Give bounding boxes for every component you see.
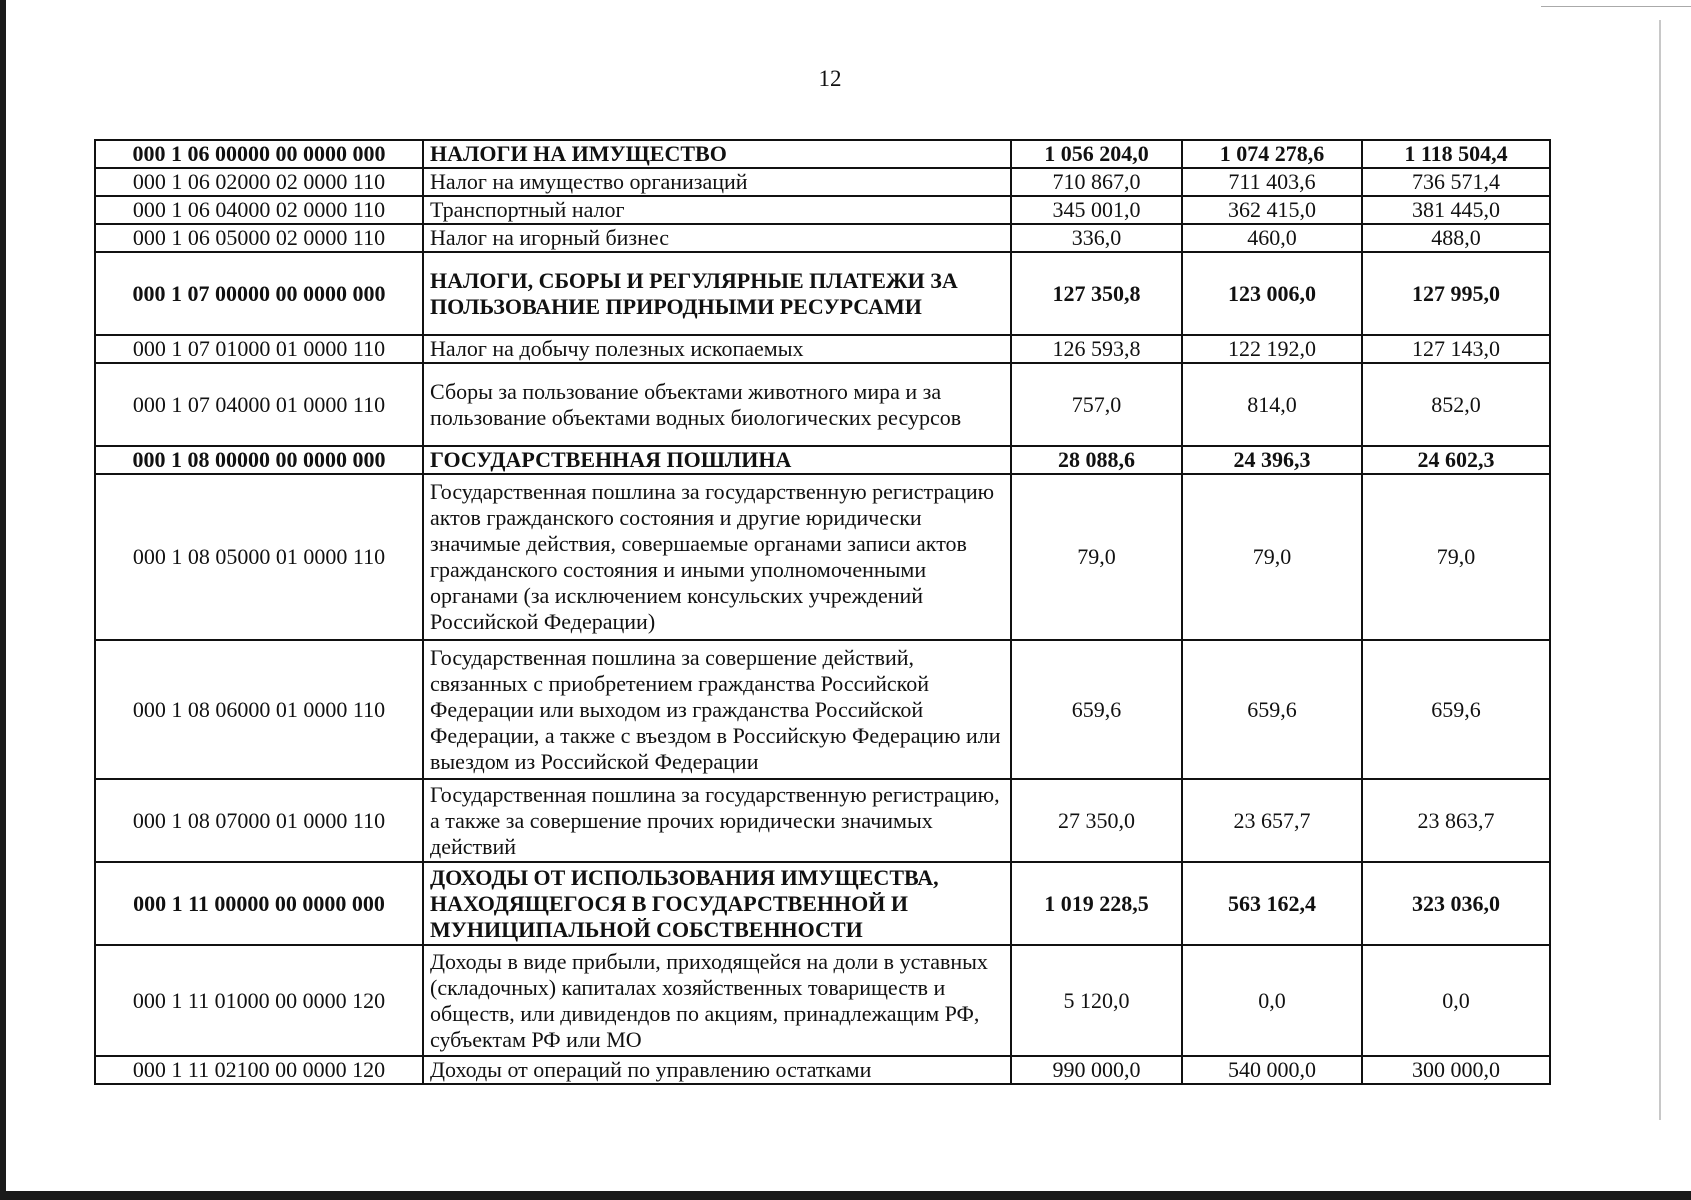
value-col-3: 488,0 — [1362, 224, 1550, 252]
value-col-3: 852,0 — [1362, 363, 1550, 446]
table-row — [95, 945, 1550, 1056]
table-row — [95, 335, 1550, 363]
budget-code: 000 1 11 01000 00 0000 120 — [95, 945, 423, 1056]
budget-code: 000 1 06 02000 02 0000 110 — [95, 168, 423, 196]
item-name: Доходы в виде прибыли, приходящейся на доли в уставных (складочных) капиталах хозяйственных товариществ и обществ, или дивидендов по акциям, принадлежащим РФ, субъектам РФ или МО — [423, 945, 1011, 1056]
value-col-3: 127 143,0 — [1362, 335, 1550, 363]
value-col-3: 24 602,3 — [1362, 446, 1550, 474]
value-col-2: 1 074 278,6 — [1182, 140, 1362, 168]
value-col-1: 126 593,8 — [1011, 335, 1182, 363]
scan-bottom-border — [0, 1191, 1691, 1200]
item-name: ДОХОДЫ ОТ ИСПОЛЬЗОВАНИЯ ИМУЩЕСТВА, НАХОДЯЩЕГОСЯ В ГОСУДАРСТВЕННОЙ И МУНИЦИПАЛЬНОЙ СОБСТВЕННОСТИ — [423, 862, 1011, 945]
value-col-1: 28 088,6 — [1011, 446, 1182, 474]
value-col-2: 122 192,0 — [1182, 335, 1362, 363]
item-name: Государственная пошлина за совершение действий, связанных с приобретением гражданства Российской Федерации или выходом из гражданства Российской Федерации, а также с въездом в Российскую Федерацию или выездом из Российской Федерации — [423, 640, 1011, 779]
table-row — [95, 640, 1550, 779]
scan-left-border — [0, 0, 6, 1200]
item-name: Налог на имущество организаций — [423, 168, 1011, 196]
value-col-3: 1 118 504,4 — [1362, 140, 1550, 168]
item-name: НАЛОГИ НА ИМУЩЕСТВО — [423, 140, 1011, 168]
value-col-1: 710 867,0 — [1011, 168, 1182, 196]
value-col-2: 814,0 — [1182, 363, 1362, 446]
item-name: Налог на игорный бизнес — [423, 224, 1011, 252]
budget-code: 000 1 06 00000 00 0000 000 — [95, 140, 423, 168]
value-col-1: 990 000,0 — [1011, 1056, 1182, 1084]
table-row — [95, 862, 1550, 945]
value-col-1: 27 350,0 — [1011, 779, 1182, 862]
budget-code: 000 1 06 05000 02 0000 110 — [95, 224, 423, 252]
item-name: Налог на добычу полезных ископаемых — [423, 335, 1011, 363]
scan-right-edge-mark — [1659, 20, 1661, 1120]
value-col-3: 300 000,0 — [1362, 1056, 1550, 1084]
item-name: Государственная пошлина за государственную регистрацию актов гражданского состояния и другие юридически значимые действия, совершаемые органами записи актов гражданского состояния и иными уполномоченными органами (за исключением консульских учреждений Российской Федерации) — [423, 474, 1011, 640]
value-col-2: 123 006,0 — [1182, 252, 1362, 335]
item-name: НАЛОГИ, СБОРЫ И РЕГУЛЯРНЫЕ ПЛАТЕЖИ ЗА ПОЛЬЗОВАНИЕ ПРИРОДНЫМИ РЕСУРСАМИ — [423, 252, 1011, 335]
table-row — [95, 196, 1550, 224]
table-row — [95, 168, 1550, 196]
value-col-2: 563 162,4 — [1182, 862, 1362, 945]
value-col-2: 362 415,0 — [1182, 196, 1362, 224]
table-row — [95, 363, 1550, 446]
value-col-1: 336,0 — [1011, 224, 1182, 252]
value-col-2: 460,0 — [1182, 224, 1362, 252]
table-row — [95, 446, 1550, 474]
value-col-2: 0,0 — [1182, 945, 1362, 1056]
budget-code: 000 1 11 02100 00 0000 120 — [95, 1056, 423, 1084]
item-name: Доходы от операций по управлению остатками — [423, 1056, 1011, 1084]
value-col-2: 24 396,3 — [1182, 446, 1362, 474]
value-col-1: 345 001,0 — [1011, 196, 1182, 224]
budget-code: 000 1 11 00000 00 0000 000 — [95, 862, 423, 945]
value-col-3: 79,0 — [1362, 474, 1550, 640]
value-col-1: 1 019 228,5 — [1011, 862, 1182, 945]
item-name: Сборы за пользование объектами животного мира и за пользование объектами водных биологических ресурсов — [423, 363, 1011, 446]
item-name: Транспортный налог — [423, 196, 1011, 224]
item-name: ГОСУДАРСТВЕННАЯ ПОШЛИНА — [423, 446, 1011, 474]
table-row — [95, 779, 1550, 862]
value-col-3: 323 036,0 — [1362, 862, 1550, 945]
value-col-2: 23 657,7 — [1182, 779, 1362, 862]
item-name: Государственная пошлина за государственную регистрацию, а также за совершение прочих юридически значимых действий — [423, 779, 1011, 862]
value-col-2: 711 403,6 — [1182, 168, 1362, 196]
value-col-3: 0,0 — [1362, 945, 1550, 1056]
value-col-3: 736 571,4 — [1362, 168, 1550, 196]
budget-code: 000 1 08 06000 01 0000 110 — [95, 640, 423, 779]
value-col-3: 381 445,0 — [1362, 196, 1550, 224]
table-row — [95, 252, 1550, 335]
value-col-1: 1 056 204,0 — [1011, 140, 1182, 168]
budget-code: 000 1 07 04000 01 0000 110 — [95, 363, 423, 446]
table-row — [95, 140, 1550, 168]
scan-top-edge-mark — [1541, 6, 1691, 7]
budget-code: 000 1 08 07000 01 0000 110 — [95, 779, 423, 862]
budget-code: 000 1 07 00000 00 0000 000 — [95, 252, 423, 335]
value-col-1: 757,0 — [1011, 363, 1182, 446]
value-col-1: 659,6 — [1011, 640, 1182, 779]
table-row — [95, 474, 1550, 640]
value-col-2: 79,0 — [1182, 474, 1362, 640]
page-number: 12 — [818, 66, 842, 91]
budget-code: 000 1 08 00000 00 0000 000 — [95, 446, 423, 474]
value-col-1: 79,0 — [1011, 474, 1182, 640]
value-col-1: 5 120,0 — [1011, 945, 1182, 1056]
value-col-2: 659,6 — [1182, 640, 1362, 779]
table-row — [95, 1056, 1550, 1084]
value-col-3: 127 995,0 — [1362, 252, 1550, 335]
table-row — [95, 224, 1550, 252]
value-col-3: 23 863,7 — [1362, 779, 1550, 862]
budget-code: 000 1 06 04000 02 0000 110 — [95, 196, 423, 224]
value-col-1: 127 350,8 — [1011, 252, 1182, 335]
value-col-2: 540 000,0 — [1182, 1056, 1362, 1084]
value-col-3: 659,6 — [1362, 640, 1550, 779]
revenue-table — [94, 139, 1551, 1085]
budget-code: 000 1 08 05000 01 0000 110 — [95, 474, 423, 640]
budget-code: 000 1 07 01000 01 0000 110 — [95, 335, 423, 363]
